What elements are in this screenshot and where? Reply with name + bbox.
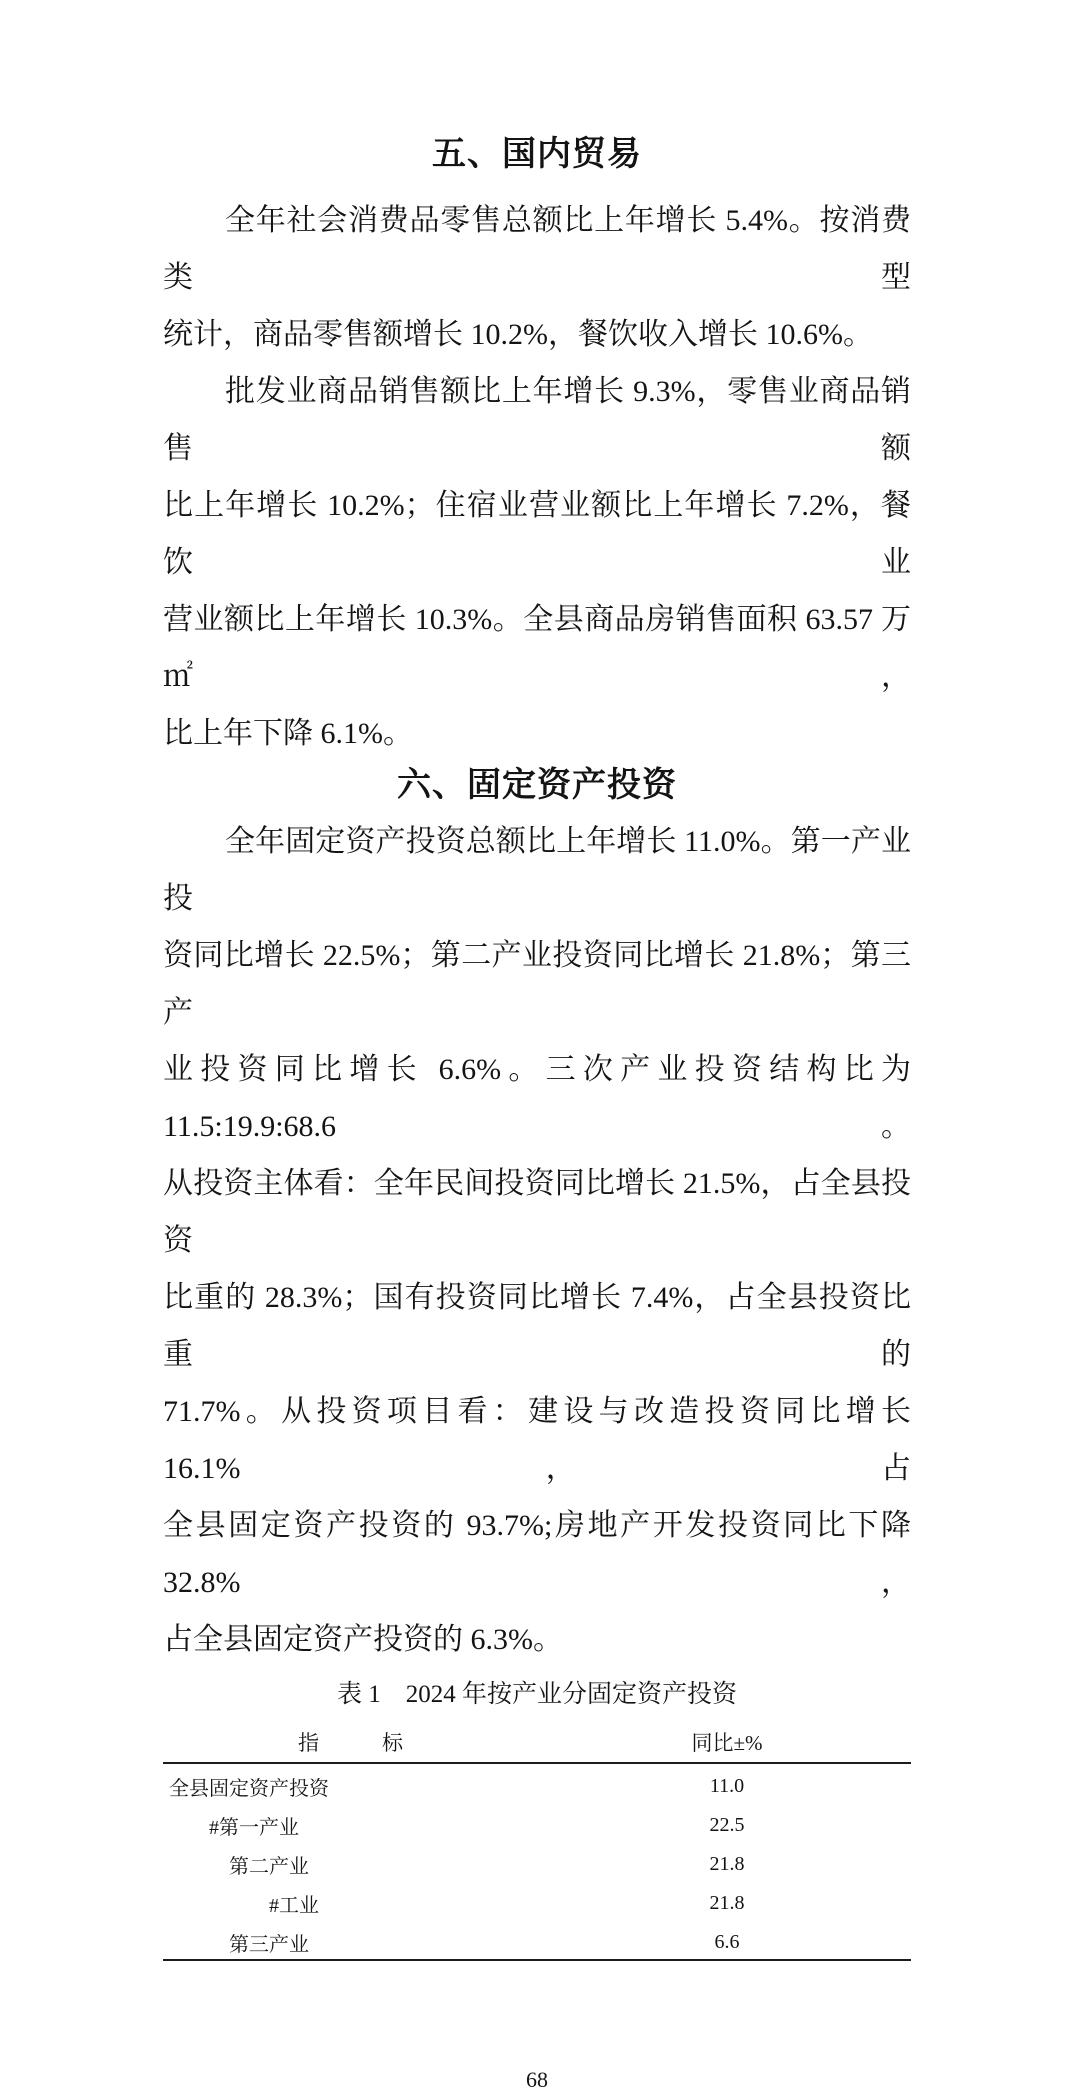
body-line: 71.7%。从投资项目看：建设与改造投资同比增长 16.1%，占 <box>163 1395 911 1485</box>
table-1 <box>163 1712 911 1961</box>
table-header-row <box>163 1712 911 1764</box>
table-header-indicator: 指 标 <box>298 1731 403 1755</box>
body-line: 比上年下降 6.1%。 <box>163 717 413 750</box>
table-row <box>163 1764 911 1803</box>
indicator-cell: 第三产业 <box>229 1934 309 1956</box>
value-cell: 22.5 <box>709 1814 745 1836</box>
body-line: 比上年增长 10.2%；住宿业营业额比上年增长 7.2%，餐饮业 <box>163 489 911 579</box>
section-5-paragraph-1 <box>163 192 911 363</box>
body-line: 全年社会消费品零售总额比上年增长 5.4%。按消费类型 <box>163 204 911 294</box>
body-line: 统计，商品零售额增长 10.2%，餐饮收入增长 10.6%。 <box>163 318 873 351</box>
section-6-title: 六、固定资产投资 <box>397 766 677 804</box>
indicator-cell: 全县固定资产投资 <box>169 1778 329 1800</box>
value-cell: 21.8 <box>709 1853 745 1875</box>
body-line: 全年固定资产投资总额比上年增长 11.0%。第一产业投 <box>163 825 911 915</box>
body-line: 业投资同比增长 6.6%。三次产业投资结构比为 11.5:19.9:68.6。 <box>163 1053 911 1143</box>
value-cell: 21.8 <box>709 1892 745 1914</box>
indicator-cell: #第一产业 <box>209 1817 299 1839</box>
body-line: 营业额比上年增长 10.3%。全县商品房销售面积 63.57 万㎡， <box>163 603 911 693</box>
section-5-title: 五、国内贸易 <box>432 135 642 173</box>
table-header-change: 同比±% <box>691 1731 763 1755</box>
indicator-cell: 第二产业 <box>229 1856 309 1878</box>
section-5-paragraph-2 <box>163 363 911 762</box>
table-row <box>163 1842 911 1881</box>
table-row <box>163 1803 911 1842</box>
body-line: 批发业商品销售额比上年增长 9.3%，零售业商品销售额 <box>163 375 911 465</box>
body-line: 从投资主体看：全年民间投资同比增长 21.5%，占全县投资 <box>163 1167 911 1257</box>
table-row <box>163 1881 911 1920</box>
page-number: 68 <box>526 2067 548 2092</box>
body-line: 比重的 28.3%；国有投资同比增长 7.4%，占全县投资比重的 <box>163 1281 911 1371</box>
value-cell: 11.0 <box>709 1775 745 1797</box>
body-line: 占全县固定资产投资的 6.3%。 <box>163 1623 563 1656</box>
value-cell: 6.6 <box>714 1931 740 1953</box>
body-line: 全县固定资产投资的 93.7%;房地产开发投资同比下降 32.8%， <box>163 1509 911 1599</box>
table-row <box>163 1920 911 1959</box>
indicator-cell: #工业 <box>269 1895 319 1917</box>
section-6-paragraph-1 <box>163 813 911 1668</box>
body-line: 资同比增长 22.5%；第二产业投资同比增长 21.8%；第三产 <box>163 939 911 1029</box>
table-1-title: 表 1 2024 年按产业分固定资产投资 <box>336 1681 737 1708</box>
